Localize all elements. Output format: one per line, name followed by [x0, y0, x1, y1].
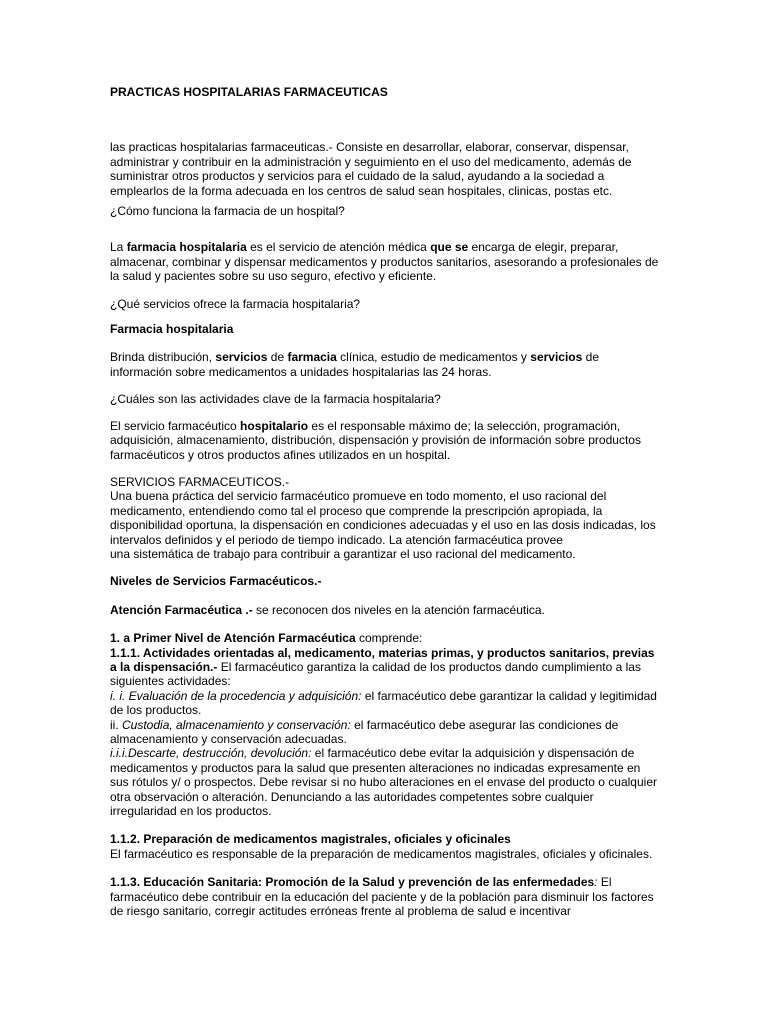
section-1-1-2-text: El farmacéutico es responsable de la preparación de medicamentos magistrales, oficiales y oficinales.: [110, 846, 653, 861]
servicios-heading: SERVICIOS FARMACEUTICOS.-: [110, 474, 290, 489]
servicios-paragraph: Una buena práctica del servicio farmacéutico promueve en todo momento, el uso racional del medicamento, entendiendo como tal el proceso que comprende la prescripción apropiada, la disponibilidad oportuna, la dispensación en condiciones adecuadas y el uso en las dosis indicadas, los intervalos definidos y el periodo de tiempo indicado. La atención farmacéutica provee: [110, 489, 656, 547]
answer-how-works: La farmacia hospitalaria es el servicio de atención médica que se encarga de elegir, preparar, almacenar, combinar y dispensar medicamentos y productos sanitarios, asesorando a profesionales de la salud y pacientes sobre su uso seguro, efectivo y eficiente.: [110, 240, 659, 284]
item-descarte: i.i.i.Descarte, destrucción, devolución: el farmacéutico debe evitar la adquisición y dispensación de medicamentos y productos para la salud que presenten alteraciones no indicadas expresamente en sus rótulos y/ o prospectos. Debe revisar si no hubo alteraciones en el envase del producto o cualquier otra observación o alteración. Denunciando a las autoridades competentes sobre cualquier irregularidad en los productos.: [110, 746, 657, 819]
question-how-works: ¿Cómo funciona la farmacia de un hospital?: [110, 204, 345, 219]
answer-key-activities: El servicio farmacéutico hospitalario es el responsable máximo de; la selección, programación, adquisición, almacenamiento, distribución, dispensación y provisión de información sobre productos farmacéuticos y otros productos afines utilizados en un hospital.: [110, 418, 641, 462]
item-custodia: ii. Custodia, almacenamiento y conservación: el farmacéutico debe asegurar las condiciones de almacenamiento y conservación adecuadas.: [110, 717, 619, 746]
section-1-1-1: 1.1.1. Actividades orientadas al, medicamento, materias primas, y productos sanitarios, previas a la dispensación.- El farmacéutico garantiza la calidad de los productos dando cumplimiento a las siguientes actividades:: [110, 645, 655, 689]
primer-nivel: 1. a Primer Nivel de Atención Farmacéutica comprende:: [110, 631, 423, 646]
section-1-1-3: 1.1.3. Educación Sanitaria: Promoción de la Salud y prevención de las enfermedades: El farmacéutico debe contribuir en la educación del paciente y de la población para disminuir los factores de riesgo sanitario, corregir actitudes erróneas frente al problema de salud e incentivar: [110, 875, 654, 919]
intro-paragraph: las practicas hospitalarias farmaceuticas.- Consiste en desarrollar, elaborar, conservar, dispensar, administrar y contribuir en la administración y seguimiento en el uso del medicamento, además de suministrar otros productos y servicios para el cuidado de la salud, ayudando a la sociedad a emplearlos de la forma adecuada en los centros de salud sean hospitales, clinicas, postas etc.: [110, 140, 632, 198]
servicios-paragraph-end: una sistemática de trabajo para contribuir a garantizar el uso racional del medicamento.: [110, 546, 576, 561]
atencion-farmaceutica: Atención Farmacéutica .- se reconocen dos niveles en la atención farmacéutica.: [110, 602, 545, 617]
question-services: ¿Qué servicios ofrece la farmacia hospitalaria?: [110, 296, 361, 311]
section-1-1-2-heading: 1.1.2. Preparación de medicamentos magistrales, oficiales y oficinales: [110, 832, 511, 847]
question-key-activities: ¿Cuáles son las actividades clave de la farmacia hospitalaria?: [110, 392, 441, 407]
document-page: [110, 85, 660, 918]
niveles-heading: Niveles de Servicios Farmacéuticos.-: [110, 574, 322, 589]
item-evaluacion: i. i. Evaluación de la procedencia y adquisición: el farmacéutico debe garantizar la calidad y legitimidad de los productos.: [110, 688, 657, 718]
answer-services: Brinda distribución, servicios de farmacia clínica, estudio de medicamentos y servicios de información sobre medicamentos a unidades hospitalarias las 24 horas.: [110, 350, 599, 379]
heading-farmacia-hospitalaria: Farmacia hospitalaria: [110, 322, 234, 337]
document-title: PRACTICAS HOSPITALARIAS FARMACEUTICAS: [110, 85, 388, 99]
